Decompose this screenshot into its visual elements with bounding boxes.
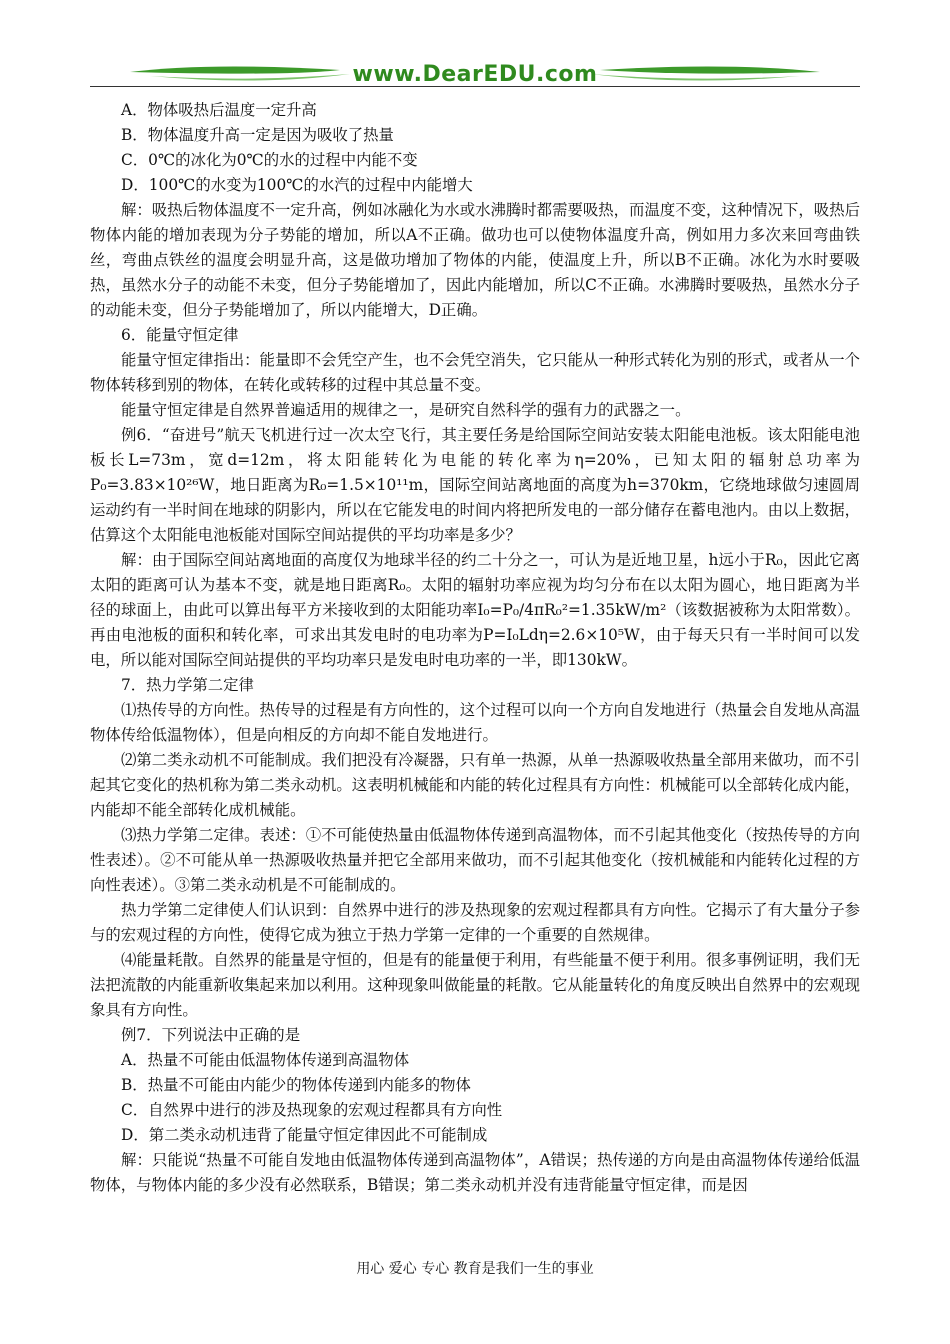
option-d: D．第二类永动机违背了能量守恒定律因此不可能制成 bbox=[121, 1126, 488, 1144]
option-a: A．物体吸热后温度一定升高 bbox=[121, 101, 317, 119]
header-divider bbox=[90, 86, 860, 87]
example-paragraph: 例7．下列说法中正确的是 bbox=[121, 1026, 301, 1044]
section-heading: 6．能量守恒定律 bbox=[121, 326, 239, 344]
document-body bbox=[90, 98, 860, 1198]
option-d: D．100℃的水变为100℃的水汽的过程中内能增大 bbox=[121, 176, 473, 194]
option-b: B．物体温度升高一定是因为吸收了热量 bbox=[121, 126, 394, 144]
solution-paragraph: 解：只能说“热量不可能自发地由低温物体传递到高温物体”，A错误；热传递的方向是由高温物体传递给低温物体，与物体内能的多少没有必然联系，B错误；第二类永动机并没有违背能量守恒定律，而是因 bbox=[90, 1151, 860, 1194]
site-logo-text[interactable]: www.DearEDU.com bbox=[352, 62, 598, 87]
body-paragraph: 热力学第二定律使人们认识到：自然界中进行的涉及热现象的宏观过程都具有方向性。它揭示了有大量分子参与的宏观过程的方向性，使得它成为独立于热力学第一定律的一个重要的自然规律。 bbox=[90, 901, 860, 944]
solution-paragraph: 解：由于国际空间站离地面的高度仅为地球半径的约二十分之一，可认为是近地卫星，h远小于R₀，因此它离太阳的距离可认为基本不变，就是地日距离R₀。太阳的辐射功率应视为均匀分布在以太阳为圆心，地日距离为半径的球面上，由此可以算出每平方米接收到的太阳能功率I₀=P₀/4πR₀²=1.35kW/m²（该数据被称为太阳常数）。再由电池板的面积和转化率，可求出其发电时的电功率为P=I₀Ldη=2.6×10⁵W，由于每天只有一半时间可以发电，所以能对国际空间站提供的平均功率只是发电时电功率的一半，即130kW。 bbox=[90, 551, 860, 669]
body-paragraph: 能量守恒定律是自然界普遍适用的规律之一，是研究自然科学的强有力的武器之一。 bbox=[121, 401, 691, 419]
page-footer: 用心 爱心 专心 教育是我们一生的事业 bbox=[356, 1261, 594, 1277]
body-paragraph: ⑷能量耗散。自然界的能量是守恒的，但是有的能量便于利用，有些能量不便于利用。很多事例证明，我们无法把流散的内能重新收集起来加以利用。这种现象叫做能量的耗散。它从能量转化的角度反映出自然界中的宏观现象具有方向性。 bbox=[90, 951, 860, 1019]
option-c: C．0℃的冰化为0℃的水的过程中内能不变 bbox=[121, 151, 418, 169]
example-paragraph: 例6．“奋进号”航天飞机进行过一次太空飞行，其主要任务是给国际空间站安装太阳能电池板。该太阳能电池板长L=73m，宽d=12m，将太阳能转化为电能的转化率为η=20%，已知太阳的辐射总功率为P₀=3.83×10²⁶W，地日距离为R₀=1.5×10¹¹m，国际空间站离地面的高度为h=370km，它绕地球做匀速圆周运动约有一半时间在地球的阴影内，所以在它能发电的时间内将把所发电的一部分储存在蓄电池内。由以上数据，估算这个太阳能电池板能对国际空间站提供的平均功率是多少？ bbox=[90, 426, 860, 544]
body-paragraph: ⑶热力学第二定律。表述：①不可能使热量由低温物体传递到高温物体，而不引起其他变化（按热传导的方向性表述）。②不可能从单一热源吸收热量并把它全部用来做功，而不引起其他变化（按机械能和内能转化过程的方向性表述）。③第二类永动机是不可能制成的。 bbox=[90, 826, 860, 894]
section-heading: 7．热力学第二定律 bbox=[121, 676, 254, 694]
body-paragraph: 能量守恒定律指出：能量即不会凭空产生，也不会凭空消失，它只能从一种形式转化为别的形式，或者从一个物体转移到别的物体，在转化或转移的过程中其总量不变。 bbox=[90, 351, 860, 394]
body-paragraph: ⑴热传导的方向性。热传导的过程是有方向性的，这个过程可以向一个方向自发地进行（热量会自发地从高温物体传给低温物体），但是向相反的方向却不能自发地进行。 bbox=[90, 701, 860, 744]
option-a: A．热量不可能由低温物体传递到高温物体 bbox=[121, 1051, 410, 1069]
option-b: B．热量不可能由内能少的物体传递到内能多的物体 bbox=[121, 1076, 471, 1094]
solution-paragraph: 解：吸热后物体温度不一定升高，例如冰融化为水或水沸腾时都需要吸热，而温度不变，这种情况下，吸热后物体内能的增加表现为分子势能的增加，所以A不正确。做功也可以使物体温度升高，例如用力多次来回弯曲铁丝，弯曲点铁丝的温度会明显升高，这是做功增加了物体的内能，使温度上升，所以B不正确。冰化为水时要吸热，虽然水分子的动能不未变，但分子势能增加了，因此内能增加，所以C不正确。水沸腾时要吸热，虽然水分子的动能未变，但分子势能增加了，所以内能增大，D正确。 bbox=[90, 201, 860, 319]
body-paragraph: ⑵第二类永动机不可能制成。我们把没有冷凝器，只有单一热源，从单一热源吸收热量全部用来做功，而不引起其它变化的热机称为第二类永动机。这表明机械能和内能的转化过程具有方向性：机械能可以全部转化成内能，内能却不能全部转化成机械能。 bbox=[90, 751, 860, 819]
option-c: C．自然界中进行的涉及热现象的宏观过程都具有方向性 bbox=[121, 1101, 503, 1119]
